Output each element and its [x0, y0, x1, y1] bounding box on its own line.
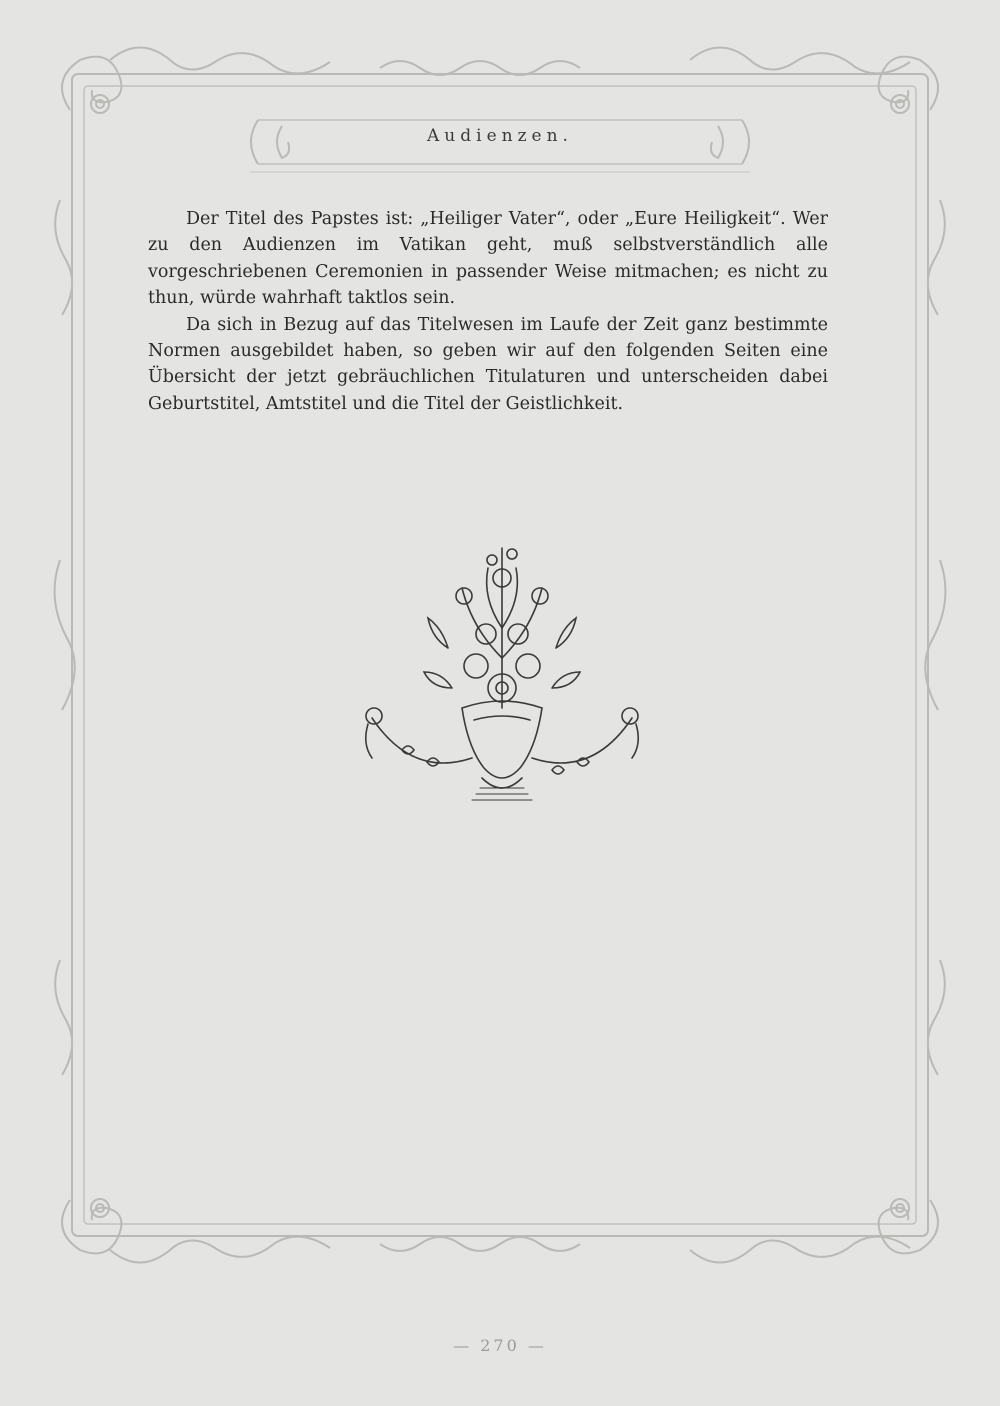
paragraph: Da sich in Bezug auf das Titelwesen im Laufe der Zeit ganz bestimmte Normen ausgebildet haben, so geben wir auf den folgenden Seiten eine Übersicht der jetzt gebräuchlichen Titulaturen und unterscheiden dabei Geburtstitel, Amtstitel und die Titel der Geistlichkeit.: [148, 314, 828, 414]
page-number: — 270 —: [453, 1336, 547, 1355]
floral-vase-vignette-icon: [352, 538, 652, 808]
paragraph: Der Titel des Papstes ist: „Heiliger Vater“, oder „Eure Heiligkeit“. Wer zu den Audienzen im Vatikan geht, muß selbstverständlich alle vorgeschriebenen Ceremonien in passender Weise mitmachen; es nicht zu thun, würde wahrhaft taktlos sein.: [148, 209, 828, 309]
body-text: [148, 206, 828, 417]
page-heading: Audienzen.: [427, 126, 573, 146]
